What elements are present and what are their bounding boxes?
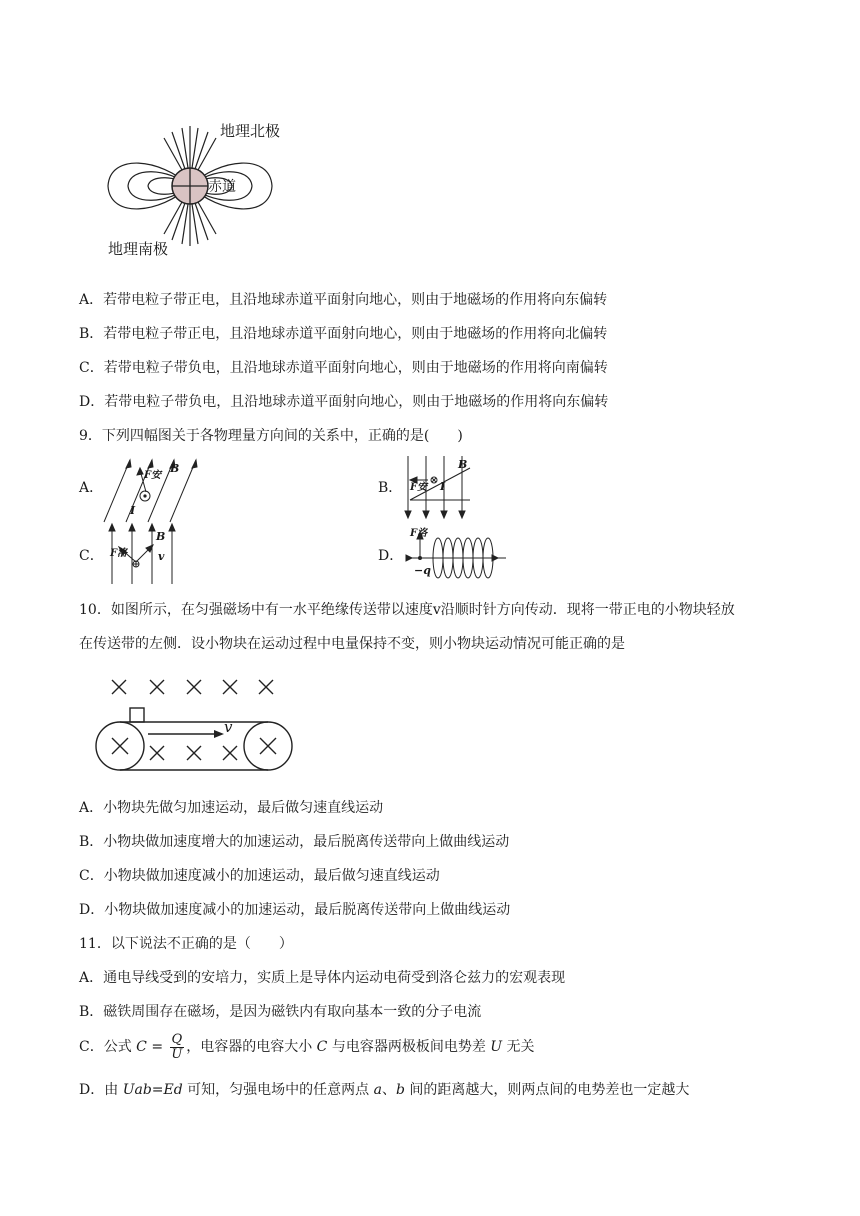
- fraction-numerator: Q: [171, 1031, 183, 1047]
- option-text: 若带电粒子带正电，且沿地球赤道平面射向地心，则由于地磁场的作用将向东偏转: [103, 292, 608, 308]
- q10-option-c: [79, 866, 440, 886]
- option-text: 小物块先做匀加速运动，最后做匀速直线运动: [103, 800, 384, 816]
- option-letter: D．: [79, 394, 105, 410]
- option-text: 若带电粒子带负电，且沿地球赤道平面射向地心，则由于地磁场的作用将向东偏转: [104, 394, 609, 410]
- q9-label-d: D．: [378, 548, 404, 564]
- belt-velocity-label: v: [224, 718, 233, 736]
- option-d-text-2: 可知，匀强电场中的任意两点: [187, 1082, 370, 1098]
- var-u: U: [490, 1039, 503, 1055]
- q9-b-current-label: I: [440, 480, 446, 493]
- option-c-text-2: 与电容器两极板间电势差: [331, 1039, 486, 1055]
- option-letter: B．: [79, 326, 104, 342]
- var-c: C: [316, 1039, 328, 1055]
- option-letter: C．: [79, 868, 104, 884]
- q11-option-b: B．磁铁周围存在磁场，是因为磁铁内有取向基本一致的分子电流: [79, 1004, 482, 1020]
- q9-label-c: C．: [79, 548, 104, 564]
- q11-option-d: [79, 1080, 689, 1100]
- option-text: 若带电粒子带负电，且沿地球赤道平面射向地心，则由于地磁场的作用将向南偏转: [103, 360, 608, 376]
- q11-option-a: A．通电导线受到的安培力，实质上是导体内运动电荷受到洛仑兹力的宏观表现: [79, 970, 566, 986]
- q9-label-b: B．: [378, 480, 403, 496]
- option-d-text-3: 、: [381, 1082, 396, 1098]
- q11-option-c: [79, 1030, 535, 1064]
- option-letter: A．: [79, 292, 104, 308]
- q8-option-a: [79, 290, 607, 310]
- q9-a-force-label: F安: [144, 470, 162, 481]
- q10-stem-line1: 10．如图所示，在匀强磁场中有一水平绝缘传送带以速度v沿顺时针方向传动．现将一带正电的小物块轻放: [79, 602, 735, 618]
- q8-option-b: [79, 324, 607, 344]
- option-c-text-3: 无关: [506, 1039, 535, 1055]
- point-a: a: [373, 1082, 382, 1098]
- q9-c-velocity-label: v: [158, 550, 165, 563]
- formula-uab: Uab=Ed: [122, 1082, 183, 1098]
- q9-figure-b: [400, 454, 480, 520]
- south-pole-label: 地理南极: [108, 240, 169, 258]
- q9-d-charge-label: −q: [414, 564, 431, 577]
- option-d-text-4: 间的距离越大，则两点间的电势差也一定越大: [409, 1082, 690, 1098]
- q9-a-current-label: I: [130, 504, 136, 517]
- q9-label-a: A．: [79, 480, 104, 496]
- option-d-text-1: D．由: [79, 1082, 119, 1098]
- option-letter: D．: [79, 902, 105, 918]
- q9-d-force-label: F洛: [410, 528, 428, 539]
- conveyor-belt-svg: [94, 674, 300, 776]
- q8-option-d: [79, 392, 608, 412]
- q8-option-c: [79, 358, 608, 378]
- q10-option-a: [79, 798, 383, 818]
- q9-c-field-label: B: [156, 530, 166, 543]
- option-text: 小物块做加速度增大的加速运动，最后脱离传送带向上做曲线运动: [103, 834, 510, 850]
- q9-stem: 9．下列四幅图关于各物理量方向间的关系中，正确的是( ): [79, 428, 463, 444]
- q9-figure-c: [106, 522, 186, 586]
- capacitance-fraction: [170, 1033, 185, 1062]
- formula-lhs: C =: [136, 1039, 164, 1055]
- q10-option-b: [79, 832, 509, 852]
- earth-magnetic-field-figure: [100, 118, 310, 263]
- q9-figure-a: [100, 456, 200, 526]
- q9-figure-d: [402, 524, 512, 586]
- q10-stem-line2: 在传送带的左侧．设小物块在运动过程中电量保持不变，则小物块运动情况可能正确的是: [79, 636, 625, 652]
- north-pole-label: 地理北极: [220, 122, 281, 140]
- equator-label: 赤道: [208, 179, 236, 195]
- option-text: 小物块做加速度减小的加速运动，最后做匀速直线运动: [103, 868, 440, 884]
- q9-a-field-label: B: [170, 462, 180, 475]
- q11-stem: 11．以下说法不正确的是（ ）: [79, 936, 293, 952]
- q9-c-force-label: F洛: [110, 548, 128, 559]
- option-c-prefix: C．公式: [79, 1039, 132, 1055]
- conveyor-belt-figure: [94, 674, 300, 776]
- option-c-text-1: ，电容器的电容大小: [186, 1039, 313, 1055]
- option-letter: A．: [79, 800, 104, 816]
- q9-b-field-label: B: [458, 458, 468, 471]
- fraction-denominator: U: [171, 1046, 183, 1062]
- q9-b-force-label: F安: [410, 482, 428, 493]
- q10-option-d: [79, 900, 510, 920]
- option-letter: C．: [79, 360, 104, 376]
- option-text: 小物块做加速度减小的加速运动，最后脱离传送带向上做曲线运动: [104, 902, 511, 918]
- point-b: b: [395, 1082, 405, 1098]
- option-letter: B．: [79, 834, 104, 850]
- option-text: 若带电粒子带正电，且沿地球赤道平面射向地心，则由于地磁场的作用将向北偏转: [103, 326, 608, 342]
